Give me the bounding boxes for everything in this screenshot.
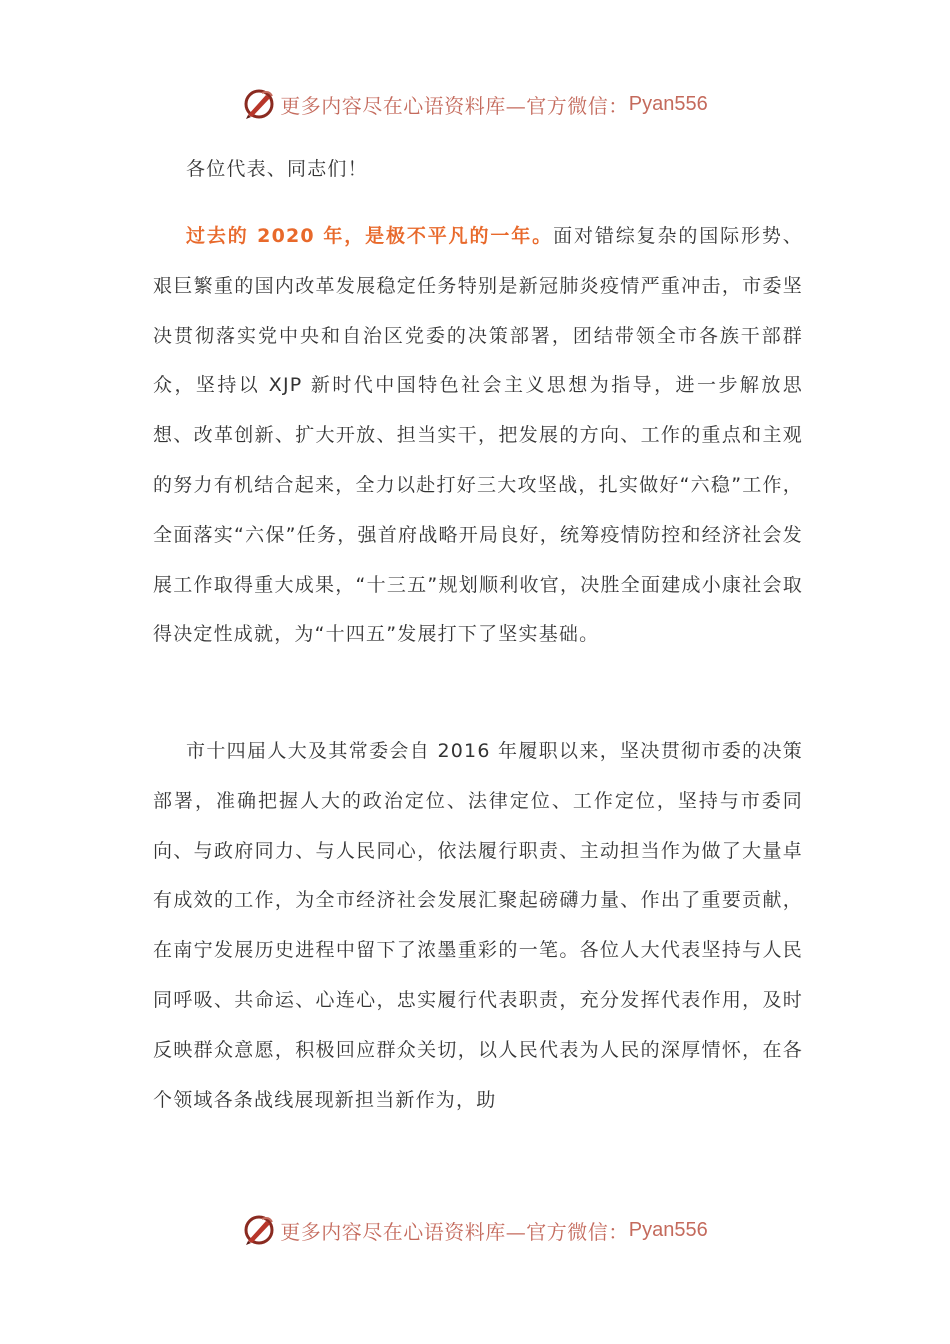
banner-text: 更多内容尽在心语资料库—官方微信： [280,93,629,118]
pen-logo-icon [242,1213,276,1247]
wechat-id: Pyan556 [628,92,708,115]
paragraph-1 [153,212,803,660]
header-banner [0,84,950,124]
footer-banner [0,1210,950,1250]
paragraph-1-body: 面对错综复杂的国际形势、艰巨繁重的国内改革发展稳定任务特别是新冠肺炎疫情严重冲击，市委坚决贯彻落实党中央和自治区党委的决策部署，团结带领全市各族干部群众，坚持以 XJP 新时代中国特色社会主义思想为指导，进一步解放思想、改革创新、扩大开放、担当实干，把发展的方向、工作的重点和主观的努力有机结合起来，全力以赴打好三大攻坚战，扎实做好“六稳”工作，全面落实“六保”任务，强首府战略开局良好，统筹疫情防控和经济社会发展工作取得重大成果，“十三五”规划顺利收官，决胜全面建成小康社会取得决定性成就，为“十四五”发展打下了坚实基础。 [153,225,803,646]
paragraph-2: 市十四届人大及其常委会自 2016 年履职以来，坚决贯彻市委的决策部署，准确把握人大的政治定位、法律定位、工作定位，坚持与市委同向、与政府同力、与人民同心，依法履行职责、主动担当作为做了大量卓有成效的工作，为全市经济社会发展汇聚起磅礴力量、作出了重要贡献，在南宁发展历史进程中留下了浓墨重彩的一笔。各位人大代表坚持与人民同呼吸、共命运、心连心，忠实履行代表职责，充分发挥代表作用，及时反映群众意愿，积极回应群众关切，以人民代表为人民的深厚情怀，在各个领域各条战线展现新担当新作为，助 [153,740,803,1111]
pen-logo-icon [242,87,276,121]
greeting: 各位代表、同志们！ [186,158,368,180]
banner-text: 更多内容尽在心语资料库—官方微信： [280,1219,629,1244]
highlight-sentence: 过去的 2020 年，是极不平凡的一年。 [186,225,554,247]
wechat-id: Pyan556 [628,1218,708,1241]
